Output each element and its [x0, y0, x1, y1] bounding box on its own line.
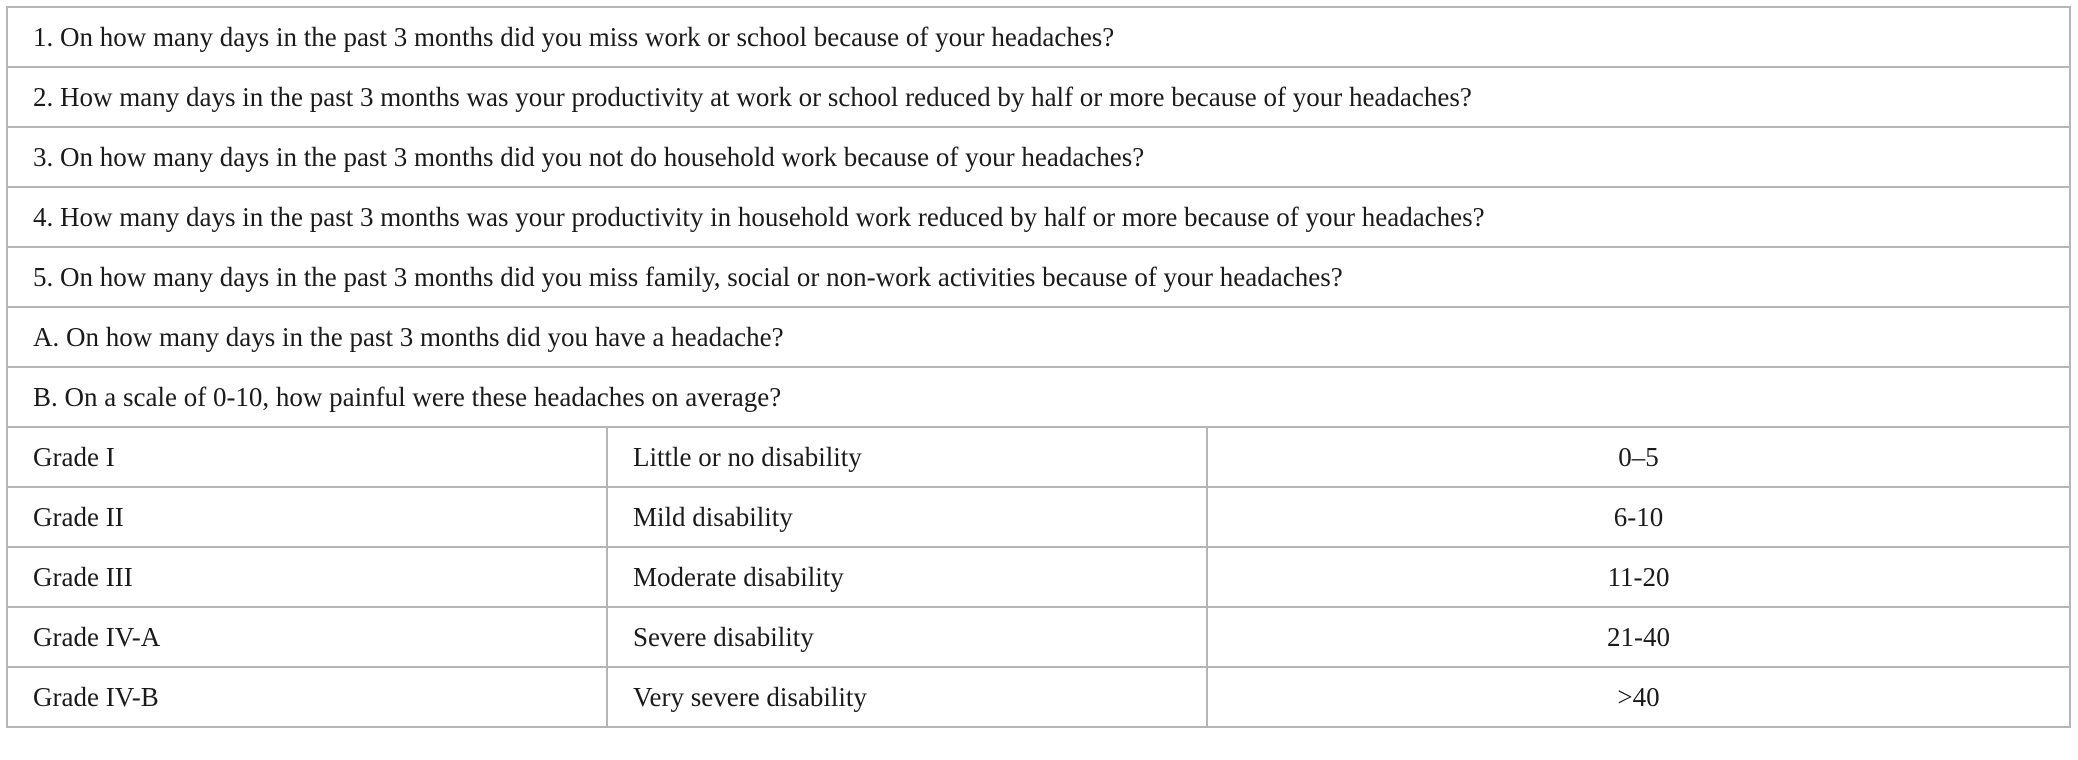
grade-label: Grade III [7, 547, 607, 607]
question-a: A. On how many days in the past 3 months did you have a headache? [7, 307, 2070, 367]
grade-row [7, 427, 2070, 487]
question-5: 5. On how many days in the past 3 months did you miss family, social or non-work activities because of your headaches? [7, 247, 2070, 307]
grade-score: 11-20 [1607, 561, 1670, 592]
grade-score: 21-40 [1607, 621, 1671, 652]
grade-score-cell [1207, 487, 2070, 547]
question-1: 1. On how many days in the past 3 months did you miss work or school because of your headaches? [7, 7, 2070, 67]
grade-row [7, 667, 2070, 727]
grade-description: Little or no disability [607, 427, 1207, 487]
grade-score: 6-10 [1613, 501, 1664, 532]
grade-score-cell [1207, 607, 2070, 667]
grade-description: Very severe disability [607, 667, 1207, 727]
grade-label: Grade I [7, 427, 607, 487]
question-b: B. On a scale of 0-10, how painful were these headaches on average? [7, 367, 2070, 427]
question-row [7, 367, 2070, 427]
question-3: 3. On how many days in the past 3 months did you not do household work because of your headaches? [7, 127, 2070, 187]
question-row [7, 7, 2070, 67]
grade-description: Mild disability [607, 487, 1207, 547]
grade-score-cell [1207, 427, 2070, 487]
grade-label: Grade II [7, 487, 607, 547]
grade-score-cell [1207, 667, 2070, 727]
grade-label: Grade IV-B [7, 667, 607, 727]
grade-score-cell [1207, 547, 2070, 607]
question-row [7, 187, 2070, 247]
grade-label: Grade IV-A [7, 607, 607, 667]
question-2: 2. How many days in the past 3 months was your productivity at work or school reduced by half or more because of your headaches? [7, 67, 2070, 127]
grade-score: >40 [1617, 681, 1660, 712]
grade-description: Severe disability [607, 607, 1207, 667]
grade-row [7, 607, 2070, 667]
question-row [7, 247, 2070, 307]
grade-row [7, 547, 2070, 607]
question-row [7, 67, 2070, 127]
question-4: 4. How many days in the past 3 months was your productivity in household work reduced by half or more because of your headaches? [7, 187, 2070, 247]
midas-questionnaire-table [6, 6, 2071, 728]
grade-description: Moderate disability [607, 547, 1207, 607]
grade-row [7, 487, 2070, 547]
grade-score: 0–5 [1618, 441, 1659, 472]
question-row [7, 307, 2070, 367]
question-row [7, 127, 2070, 187]
